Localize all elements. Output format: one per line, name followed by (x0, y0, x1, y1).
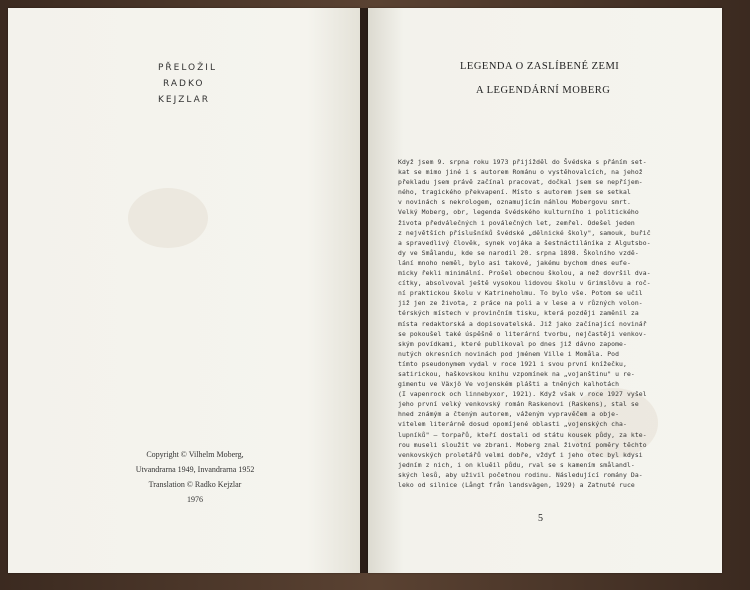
body-line: nutých okresních novinách pod jménem Ville i Momåla. Pod (398, 349, 620, 358)
body-line: ní praktickou školu v Katrineholmu. To bylo vše. Potom se učil (398, 289, 643, 298)
translator-credit (152, 60, 232, 108)
body-line: hned známým a čteným autorem, váženým vypravěčem a obje- (398, 410, 620, 419)
body-line: překladu jsem právě začínal pracovat, dočkal jsem se nepříjem- (398, 178, 643, 187)
body-line: satirickou, haškovskou knihu vzpomínek na „vojanštinu" u re- (398, 369, 635, 378)
copyright-line: Utvandrarna 1949, Invandrarna 1952 (135, 465, 255, 474)
body-line: leko od silnice (Långt från landsvägen, 1929) a Zatnuté ruce (398, 481, 635, 489)
chapter-title (420, 55, 680, 103)
body-line: ským povídkami, které publikoval po dnes již dávno zapome- (398, 339, 627, 348)
copyright-line: Copyright © Vilhelm Moberg, (146, 450, 244, 459)
body-line: Velký Moberg, obr, legenda švédského kulturního i politického (398, 208, 639, 217)
body-line: z největších příslušníků švédské „dělnické školy", samouk, buřič (398, 228, 651, 237)
body-text (398, 157, 688, 490)
copyright-block (100, 447, 290, 507)
copyright-line: Translation © Radko Kejzlar (148, 480, 242, 489)
body-line: Když jsem 9. srpna roku 1973 přijížděl do Švédska s přáním set- (398, 158, 647, 166)
body-line: vitelem literárně dosud opomíjené oblasti „vojenských cha- (398, 420, 627, 429)
body-line: jeho první velký venkovský román Raskenovi (Raskens), stal se (398, 400, 639, 409)
copyright-line: 1976 (187, 495, 203, 504)
book-gutter (360, 8, 368, 573)
body-line: lupníků" — torpařů, kteří dostali od státu kousek půdy, za kte- (398, 430, 647, 439)
body-line: cítky, absolvoval ještě vysokou lidovou školu v Grimslövu a roč- (398, 279, 651, 288)
body-line: tímto pseudonymem vydal v roce 1921 i svou první knížečku, (398, 359, 627, 368)
translator-line: KEJZLAR (158, 95, 211, 105)
body-line: kat se mimo jiné i s autorem Románu o vystěhovalcích, na jehož (398, 168, 643, 177)
body-line: (I vapenrock och linnebyxor, 1921). Když však v roce 1927 vyšel (398, 390, 647, 399)
body-line: venkovských proletářů velmi dobře, vždyť i jeho otec byl kdysi (398, 450, 643, 459)
body-line: gimentu ve Växjö Ve vojenském plášti a tněných kalhotách (398, 380, 620, 389)
body-line: života předválečných i poválečných let, zemřel. Odešel jeden (398, 218, 635, 227)
body-line: térských místech v provinčním tisku, která později zaměnil za (398, 309, 639, 318)
body-line: ného, tragického překvapení. Místo s autorem jsem se setkal (398, 188, 631, 197)
title-line-1: LEGENDA O ZASLÍBENÉ ZEMI (460, 61, 620, 72)
title-line-2: A LEGENDÁRNÍ MOBERG (476, 85, 611, 96)
body-line: jedním z nich, i on kluěil půdu, rval se s kamením smålandl- (398, 460, 635, 469)
body-line: ských lesů, aby uživil početnou rodinu. Následující romány Da- (398, 470, 643, 479)
body-line: v novinách s nekrologem, oznamujícím náhlou Mobergovu smrt. (398, 198, 631, 207)
body-line: dy ve Smålandu, kde se narodil 20. srpna 1898. Školního vzdě- (398, 248, 639, 257)
body-line: místa redaktorská a dopisovatelská. Již jako začínající novinář (398, 319, 647, 328)
translator-line: PŘELOŽIL (158, 63, 217, 73)
body-line: rou museli sloužit ve zbrani. Moberg znal životní poměry těchto (398, 440, 647, 449)
body-line: lání mnoho neměl, bylo asi takové, jakému bychom dnes eufe- (398, 258, 631, 267)
translator-line: RADKO (163, 79, 205, 89)
body-line: se pokoušel také úspěšně o literární tvorbu, nejčastěji venkov- (398, 329, 647, 338)
page-number: 5 (538, 513, 543, 524)
body-line: již jen ze života, z práce na poli a v lese a v různých volon- (398, 299, 643, 308)
body-line: a spravedlivý člověk, synek vojáka a šestnáctiláníka z Algutsbo- (398, 238, 651, 247)
body-line: micky řekli minimální. Prošel obecnou školou, a než dovršil dva- (398, 269, 651, 278)
